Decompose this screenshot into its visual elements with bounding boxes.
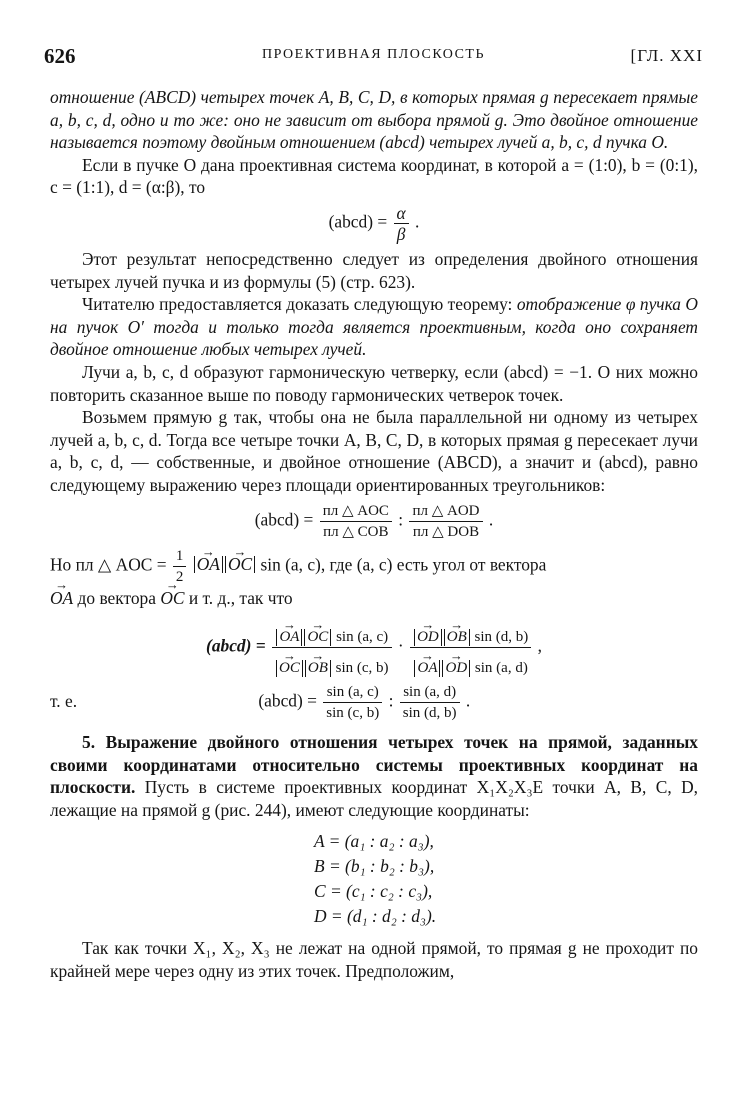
fraction-numerator: 1 [173,546,187,567]
theorem-text: отображение φ пучка O на пучок O′ тогда и только тогда является проективным, когда оно сохраняет двойное отношение любых четырех лучей. [50,294,698,360]
fraction-denominator: β [396,223,406,244]
vector-oc: → OC [307,629,328,646]
eq-left: (abcd) = [328,211,388,232]
norm-oa [194,556,223,573]
p7-to-vector: до вектора [77,587,156,608]
fraction-vectors-2 [410,617,531,678]
paragraph-3: Этот результат непосредственно следует из определения двойного отношения четырех лучей пучка и из формулы (5) (стр. 623). [50,248,698,292]
fraction-aod-dob [409,501,482,542]
sin-db: sin (d, b) [474,629,529,646]
vector-oa: → OA [197,556,220,573]
equation-sines [50,682,698,723]
p7-start: Но пл △ AOC = [50,554,167,574]
vector-ob: → OB [308,660,328,677]
vector-ob: → OB [447,629,467,646]
eq-end: . [488,509,494,529]
chapter-label: [ГЛ. XXI [630,46,703,65]
paragraph-1: отношение (ABCD) четырех точек A, B, C, D, в которых прямая g пересекает прямые a, b, c, d, одно и то же: оно не зависит от выбора прямой g. Это двойное отношение называется поэтому двойным отношением (abcd) четырех лучей a, b, c, d пучка O. [50,87,698,153]
eq-left: (abcd) = [206,635,266,656]
te-label: т. е. [50,690,78,711]
page-header [44,44,703,74]
paragraph-4 [50,293,698,361]
coordinates-list [314,829,698,929]
fraction-denominator [272,648,392,678]
norm-oa [414,660,440,677]
vector-od: → OD [445,660,467,677]
eq-end: . [465,690,471,711]
fraction-denominator [410,648,531,678]
norm-od [414,629,442,646]
fraction-numerator: sin (a, d) [400,682,460,703]
fraction-numerator [272,617,392,648]
dot: · [397,635,404,656]
p7-middle: sin (a, c), где (a, c) есть угол от вектора [260,554,547,574]
sin-cb: sin (c, b) [335,660,389,677]
fraction-numerator: α [394,203,409,224]
vector-oc: → OC [228,556,252,573]
vector-oa-2: → OA [50,587,73,610]
paragraph-7 [50,546,698,610]
section-heading: 5. Выражение двойного отношения четырех точек на прямой, заданных своими координатами относительно системы проективных координат на плоскости. [50,732,698,798]
norm-od [442,660,470,677]
sin-ad: sin (a, d) [474,660,528,677]
section-5 [50,731,698,821]
equation-alpha-beta [50,203,698,244]
p7-end: и т. д., так что [188,587,293,608]
fraction-denominator: пл △ DOB [412,523,480,540]
vector-oa: → OA [279,629,299,646]
fraction-numerator: sin (a, c) [323,682,382,703]
vector-oc-2: → OC [160,587,184,610]
norm-ob [444,629,470,646]
ratio-sign: : [398,509,404,529]
fraction-alpha-beta [394,203,409,244]
paragraph-2: Если в пучке O дана проективная система координат, в которой a = (1:0), b = (0:1), c = (1:1), d = (α:β), то [50,154,698,198]
page-number: 626 [44,44,76,68]
fraction-vectors-1 [272,617,392,678]
coordinate-d: D = (d₁ : d₂ : d₃). [314,906,437,927]
eq-left: (abcd) = [254,509,314,529]
fraction-sin-1 [323,682,382,723]
eq-left: (abcd) = [258,690,317,711]
fraction-sin-2 [400,682,460,723]
sin-ac: sin (a, c) [336,629,389,646]
equation-areas [50,501,698,542]
eq-end: , [537,635,542,656]
paragraph-6: Возьмем прямую g так, чтобы она не была параллельной ни одному из четырех лучей a, b, c, d. Тогда все четыре точки A, B, C, D, в которых прямая g пересекает лучи a, b, c, d, — собственные, и двойное отношение (ABCD), а значит и (abcd), равно следующему выражению через площади ориентированных треугольников: [50,407,698,495]
norm-ob [305,660,331,677]
paragraph-5: Лучи a, b, c, d образуют гармоническую четверку, если (abcd) = −1. О них можно повторить сказанное выше по поводу гармонических четверок точек. [50,361,698,405]
fraction-denominator: sin (c, b) [326,705,380,722]
fraction-denominator: пл △ COB [323,523,389,540]
fraction-numerator: пл △ AOD [409,501,482,522]
fraction-denominator: sin (d, b) [402,705,457,722]
coordinate-b: B = (b₁ : b₂ : b₃), [314,856,435,877]
norm-oa [276,629,302,646]
fraction-denominator: 2 [175,568,184,585]
section-text: Пусть в системе проективных координат X₁X₂X₃E точки A, B, C, D, лежащие на прямой g (рис. 244), имеют следующие координаты: [50,777,698,820]
paragraph-last: Так как точки X₁, X₂, X₃ не лежат на одной прямой, то прямая g не проходит по крайней мере через одну из этих точек. Предположим, [50,938,698,982]
vector-oa: → OA [417,660,437,677]
norm-oc [225,556,255,573]
ratio-sign: : [388,690,394,711]
norm-oc [304,629,331,646]
coordinate-c: C = (c₁ : c₂ : c₃), [314,881,433,902]
equation-vectors [50,617,698,678]
running-title: ПРОЕКТИВНАЯ ПЛОСКОСТЬ [261,47,486,62]
theorem-lead: Читателю предоставляется доказать следующую теорему: [82,294,513,315]
fraction-numerator [410,617,531,648]
vector-od: → OD [417,629,439,646]
eq-end: . [415,211,420,232]
fraction-numerator: пл △ AOC [320,501,392,522]
page-body [50,86,698,983]
fraction-aoc-cob [320,501,392,542]
vector-oc: → OC [279,660,300,677]
coordinate-a: A = (a₁ : a₂ : a₃), [314,831,434,852]
norm-oc [276,660,303,677]
